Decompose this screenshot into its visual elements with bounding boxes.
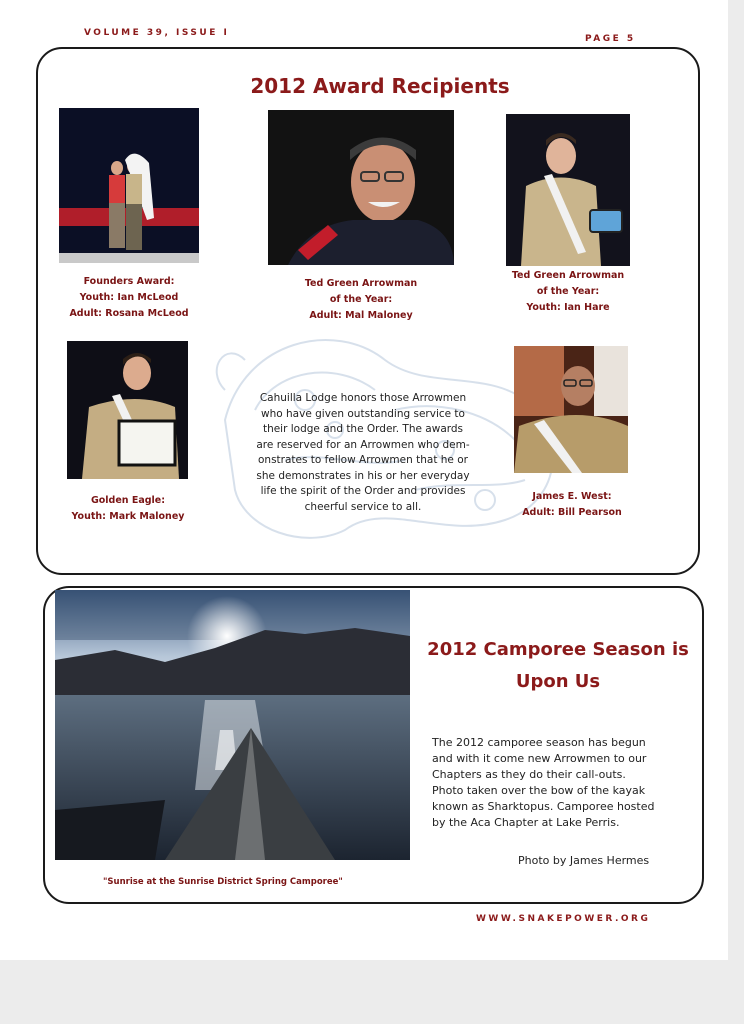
- website-link[interactable]: WWW.SNAKEPOWER.ORG: [476, 914, 651, 924]
- golden-eagle-caption: [58, 493, 198, 525]
- caption-line: Youth: Mark Maloney: [71, 511, 185, 522]
- caption-line: Ted Green Arrowman: [304, 278, 418, 289]
- camporee-body-line: by the Aca Chapter at Lake Perris.: [432, 816, 620, 829]
- camporee-body-line: Photo taken over the bow of the kayak: [432, 784, 646, 797]
- golden-eagle-photo: [67, 341, 188, 479]
- camporee-body: [432, 735, 682, 831]
- sunrise-kayak-photo: [55, 590, 410, 860]
- camporee-body-line: The 2012 camporee season has begun: [432, 736, 646, 749]
- caption-line: Adult: Bill Pearson: [522, 507, 622, 518]
- camporee-body-line: and with it come new Arrowmen to our: [432, 752, 647, 765]
- description-line: are reserved for an Arrowmen who dem-: [256, 438, 470, 451]
- description-line: cheerful service to all.: [304, 500, 422, 513]
- photo-caption: "Sunrise at the Sunrise District Spring Camporee": [103, 877, 343, 887]
- caption-line: Ted Green Arrowman: [511, 270, 625, 281]
- ted-green-youth-caption: [496, 268, 640, 316]
- ted-green-youth-photo: [506, 114, 630, 266]
- description-line: onstrates to fellow Arrowmen that he or: [258, 454, 468, 466]
- awards-description: [240, 391, 486, 515]
- camporee-body-line: Chapters as they do their call-outs.: [432, 768, 626, 781]
- founders-award-caption: [59, 274, 199, 322]
- caption-line: James E. West:: [532, 491, 612, 502]
- caption-line: Youth: Ian Hare: [526, 302, 610, 313]
- james-west-photo: [514, 346, 628, 473]
- photo-credit: Photo by James Hermes: [518, 854, 650, 867]
- caption-line: of the Year:: [536, 286, 600, 297]
- caption-line: Adult: Rosana McLeod: [69, 308, 189, 319]
- description-line: their lodge and the Order. The awards: [262, 423, 464, 435]
- caption-line: Adult: Mal Maloney: [309, 310, 413, 321]
- description-line: life the spirit of the Order and provides: [260, 485, 466, 497]
- caption-line: Youth: Ian McLeod: [79, 292, 179, 303]
- volume-issue: VOLUME 39, ISSUE I: [84, 28, 230, 38]
- caption-line: Golden Eagle:: [90, 495, 166, 506]
- camporee-title: [418, 634, 698, 698]
- caption-line: Founders Award:: [83, 276, 175, 287]
- page-number: PAGE 5: [585, 34, 636, 44]
- founders-award-photo: [59, 108, 199, 263]
- caption-line: of the Year:: [329, 294, 393, 305]
- camporee-title-line: Upon Us: [515, 671, 601, 692]
- description-line: she demonstrates in his or her everyday: [256, 469, 470, 482]
- camporee-body-line: known as Sharktopus. Camporee hosted: [432, 800, 655, 813]
- awards-title: 2012 Award Recipients: [250, 74, 510, 98]
- james-west-caption: [510, 489, 634, 521]
- camporee-title-line: 2012 Camporee Season is: [427, 639, 689, 660]
- ted-green-adult-photo: [268, 110, 454, 265]
- description-line: Cahuilla Lodge honors those Arrowmen: [259, 392, 467, 404]
- description-line: who have given outstanding service to: [261, 407, 465, 420]
- ted-green-adult-caption: [268, 276, 454, 324]
